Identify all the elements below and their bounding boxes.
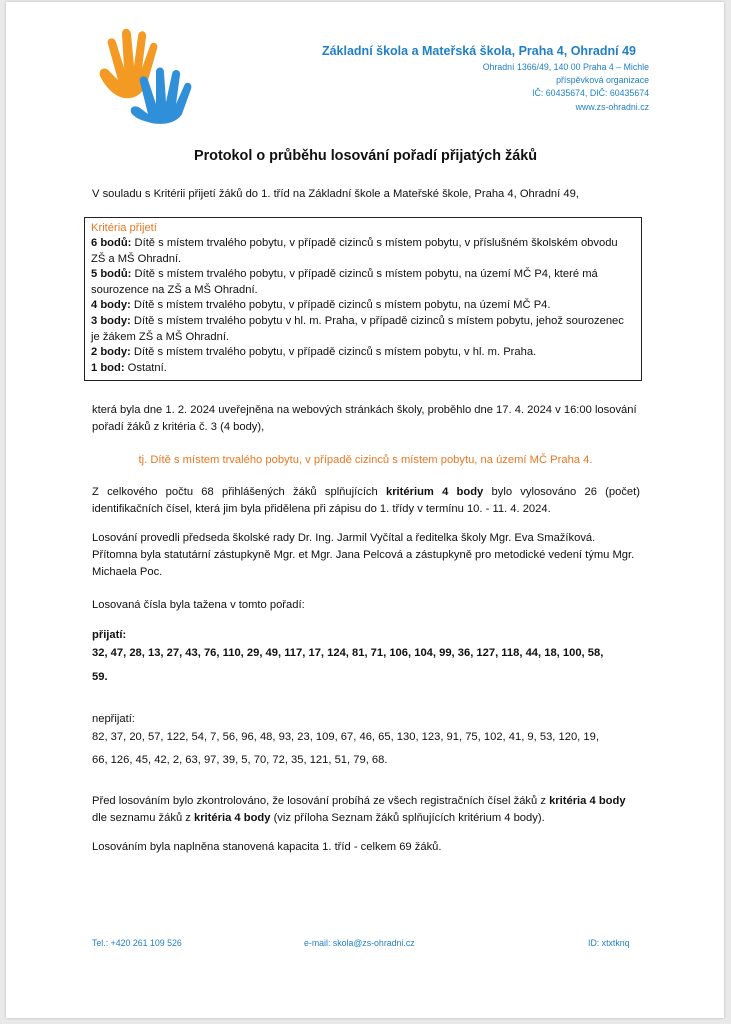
paragraph-capacity: Losováním byla naplněna stanovená kapacita 1. tříd - celkem 69 žáků. (92, 841, 442, 853)
school-logo-hands-icon (96, 24, 196, 124)
paragraph-draw-order: Losovaná čísla byla tažena v tomto pořadí: (92, 599, 305, 611)
criteria-item: 2 body: Dítě s místem trvalého pobytu, v případě cizinců s místem pobytu, v hl. m. Praha. (91, 346, 537, 359)
rejected-label: nepřijatí: (92, 713, 135, 725)
criteria-item: 1 bod: Ostatní. (91, 361, 167, 374)
criteria-box (84, 217, 642, 381)
criteria-item: 6 bodů: Dítě s místem trvalého pobytu, v případě cizinců s místem pobytu, v příslušném školském obvodu ZŠ a MŠ Ohradní. (91, 237, 618, 265)
footer-email: e-mail: skola@zs-ohradni.cz (304, 938, 415, 948)
school-ids: IČ: 60435674, DIČ: 60435674 (532, 88, 649, 98)
criteria-heading: Kritéria přijetí (91, 222, 157, 234)
accepted-label: přijatí: (92, 629, 127, 641)
paragraph-draw-count: Z celkového počtu 68 přihlášených žáků splňujících kritérium 4 body bylo vylosováno 26 (počet) identifikačních čísel, která jim byla přidělena při zápisu do 1. třídy v termínu 10. - 11. 4. 2024. (92, 486, 640, 515)
footer-id: ID: xtxtknq (588, 938, 630, 948)
paragraph-announcement: která byla dne 1. 2. 2024 uveřejněna na webových stránkách školy, proběhlo dne 17. 4. 2024 v 16:00 losování pořadí žáků z kritéria č. 3 (4 body), (92, 404, 637, 433)
criteria-item: 4 body: Dítě s místem trvalého pobytu, v případě cizinců s místem pobytu, na území MČ P4. (91, 299, 551, 312)
school-web: www.zs-ohradni.cz (575, 102, 649, 112)
criteria-item: 3 body: Dítě s místem trvalého pobytu v hl. m. Praha, v případě cizinců s místem pobytu, jehož sourozenec je žákem ZŠ a MŠ Ohradní. (91, 314, 624, 343)
school-name: Základní škola a Mateřská škola, Praha 4, Ohradní 49 (321, 44, 636, 58)
document-title: Protokol o průběhu losování pořadí přijatých žáků (193, 148, 538, 164)
intro-text: V souladu s Kritérii přijetí žáků do 1. tříd na Základní škole a Mateřské škole, Praha 4, Ohradní 49, (92, 188, 579, 200)
highlight-criterion: tj. Dítě s místem trvalého pobytu, v případě cizinců s místem pobytu, na území MČ Praha 4. (138, 454, 593, 466)
rejected-numbers-line1: 82, 37, 20, 57, 122, 54, 7, 56, 96, 48, 93, 23, 109, 67, 46, 65, 130, 123, 91, 75, 102, 41, 9, 53, 120, 19, (92, 731, 599, 743)
paragraph-verification: Před losováním bylo zkontrolováno, že losování probíhá ze všech registračních čísel žáků z kritéria 4 body dle seznamu žáků z kritéria 4 body (viz příloha Seznam žáků splňujících kritérium 4 body). (92, 795, 626, 824)
paragraph-participants: Losování provedli předseda školské rady Dr. Ing. Jarmil Vyčítal a ředitelka školy Mgr. Eva Smažíková. Přítomna byla statutární zástupkyně Mgr. et Mgr. Jana Pelcová a zástupkyně pro metodické vedení týmu Mgr. Michaela Poc. (92, 532, 635, 578)
school-address: Ohradní 1366/49, 140 00 Praha 4 – Michle (482, 62, 649, 72)
accepted-numbers-line2: 59. (92, 671, 108, 683)
school-org-type: příspěvková organizace (556, 75, 649, 85)
accepted-numbers-line1: 32, 47, 28, 13, 27, 43, 76, 110, 29, 49, 117, 17, 124, 81, 71, 106, 104, 99, 36, 127, 118, 44, 18, 100, 58, (92, 647, 604, 659)
rejected-numbers-line2: 66, 126, 45, 42, 2, 63, 97, 39, 5, 70, 72, 35, 121, 51, 79, 68. (92, 754, 388, 766)
footer-phone: Tel.: +420 261 109 526 (92, 938, 182, 948)
criteria-item: 5 bodů: Dítě s místem trvalého pobytu, v případě cizinců s místem pobytu, na území MČ P4, které má sourozence na ZŠ a MŠ Ohradní. (91, 268, 598, 296)
